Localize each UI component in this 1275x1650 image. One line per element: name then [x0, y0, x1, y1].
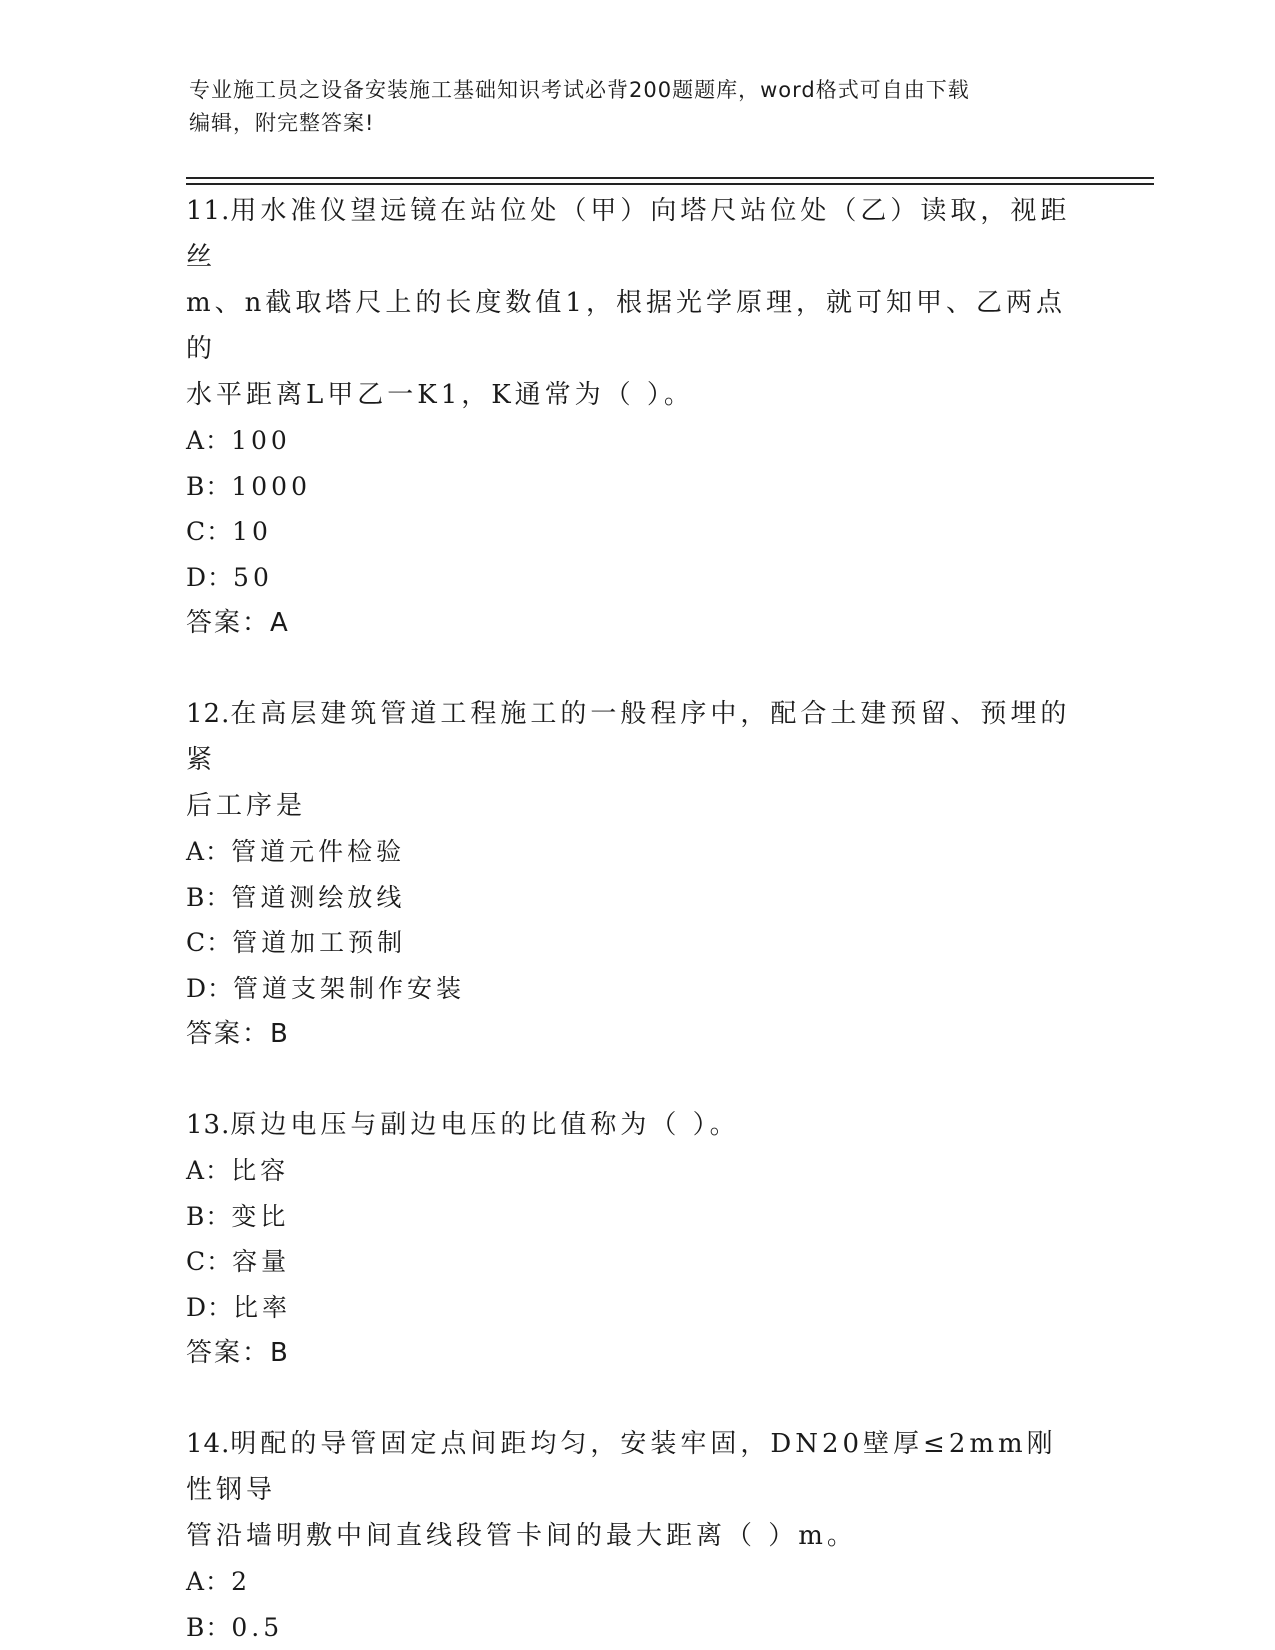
- option-text: 管道支架制作安装: [233, 973, 466, 1003]
- header-line-1: 专业施工员之设备安装施工基础知识考试必背200题题库，word格式可自由下载: [189, 78, 970, 102]
- option-c: [186, 1239, 1086, 1285]
- option-text: 100: [231, 426, 291, 455]
- option-key: A：: [186, 1567, 232, 1596]
- option-a: [186, 1148, 1086, 1194]
- option-text: 比率: [233, 1292, 292, 1322]
- option-key: B：: [186, 1612, 232, 1642]
- option-key: B：: [186, 882, 232, 912]
- question-number: 14.: [186, 1429, 231, 1459]
- option-key: B：: [186, 1201, 232, 1231]
- answer-label: 答案：B: [186, 1019, 290, 1049]
- option-text: 0.5: [231, 1612, 284, 1642]
- question-number: 11.: [186, 196, 231, 226]
- option-text: 2: [231, 1567, 251, 1596]
- question-text: [186, 1421, 1086, 1513]
- option-text: 管道元件检验: [231, 837, 406, 866]
- option-b: [186, 464, 1086, 510]
- option-b: [186, 1605, 1086, 1650]
- answer-label: 答案：A: [186, 608, 290, 638]
- option-text: 10: [232, 517, 272, 546]
- spacer: [186, 1376, 1086, 1421]
- option-key: A：: [186, 837, 232, 866]
- option-d: [186, 1285, 1086, 1331]
- option-key: B：: [186, 471, 232, 501]
- option-key: C：: [186, 1247, 233, 1276]
- option-key: D：: [186, 1292, 234, 1322]
- option-key: C：: [186, 517, 233, 546]
- option-b: [186, 1194, 1086, 1240]
- question-list: [186, 188, 1086, 1650]
- option-text: 50: [233, 562, 273, 592]
- option-a: [186, 1559, 1086, 1605]
- header-rule-bottom: [186, 183, 1154, 185]
- question-line: 明配的导管固定点间距均匀，安装牢固，DN20壁厚≤2mm刚性钢导: [186, 1429, 1057, 1505]
- option-a: [186, 829, 1086, 875]
- question-12: [186, 691, 1086, 1057]
- option-b: [186, 875, 1086, 921]
- question-line: 在高层建筑管道工程施工的一般程序中，配合土建预留、预埋的紧: [186, 699, 1071, 775]
- question-14: [186, 1421, 1086, 1650]
- option-key: A：: [186, 1156, 232, 1185]
- option-c: [186, 509, 1086, 555]
- question-number: 13.: [186, 1110, 231, 1140]
- option-a: [186, 418, 1086, 464]
- option-text: 变比: [231, 1201, 290, 1231]
- question-13: [186, 1102, 1086, 1376]
- option-d: [186, 555, 1086, 601]
- option-c: [186, 920, 1086, 966]
- question-text: [186, 691, 1086, 783]
- answer-label: 答案：B: [186, 1338, 290, 1368]
- header-line-2: 编辑，附完整答案!: [189, 111, 375, 135]
- question-number: 12.: [186, 699, 231, 729]
- option-key: D：: [186, 973, 234, 1003]
- question-line: 后工序是: [186, 791, 307, 821]
- option-key: C：: [186, 928, 233, 957]
- question-11: [186, 188, 1086, 646]
- option-text: 比容: [231, 1156, 290, 1185]
- option-d: [186, 966, 1086, 1012]
- option-key: A：: [186, 426, 232, 455]
- option-text: 管道测绘放线: [231, 882, 406, 912]
- option-key: D：: [186, 562, 234, 592]
- document-header: [189, 74, 1089, 140]
- spacer: [186, 646, 1086, 691]
- option-text: 容量: [232, 1247, 291, 1276]
- option-text: 管道加工预制: [232, 928, 407, 957]
- question-line: 用水准仪望远镜在站位处（甲）向塔尺站位处（乙）读取，视距丝: [186, 196, 1071, 272]
- question-text: [186, 1102, 1086, 1148]
- question-text: [186, 188, 1086, 280]
- question-line: m、n截取塔尺上的长度数值1，根据光学原理，就可知甲、乙两点的: [186, 288, 1066, 364]
- question-line: 原边电压与副边电压的比值称为（ ）。: [230, 1110, 740, 1140]
- question-line: 水平距离L甲乙一K1，K通常为（ ）。: [186, 380, 694, 410]
- spacer: [186, 1057, 1086, 1102]
- question-line: 管沿墙明敷中间直线段管卡间的最大距离（ ）m。: [186, 1521, 857, 1551]
- header-rule-top: [186, 177, 1154, 179]
- option-text: 1000: [231, 471, 311, 501]
